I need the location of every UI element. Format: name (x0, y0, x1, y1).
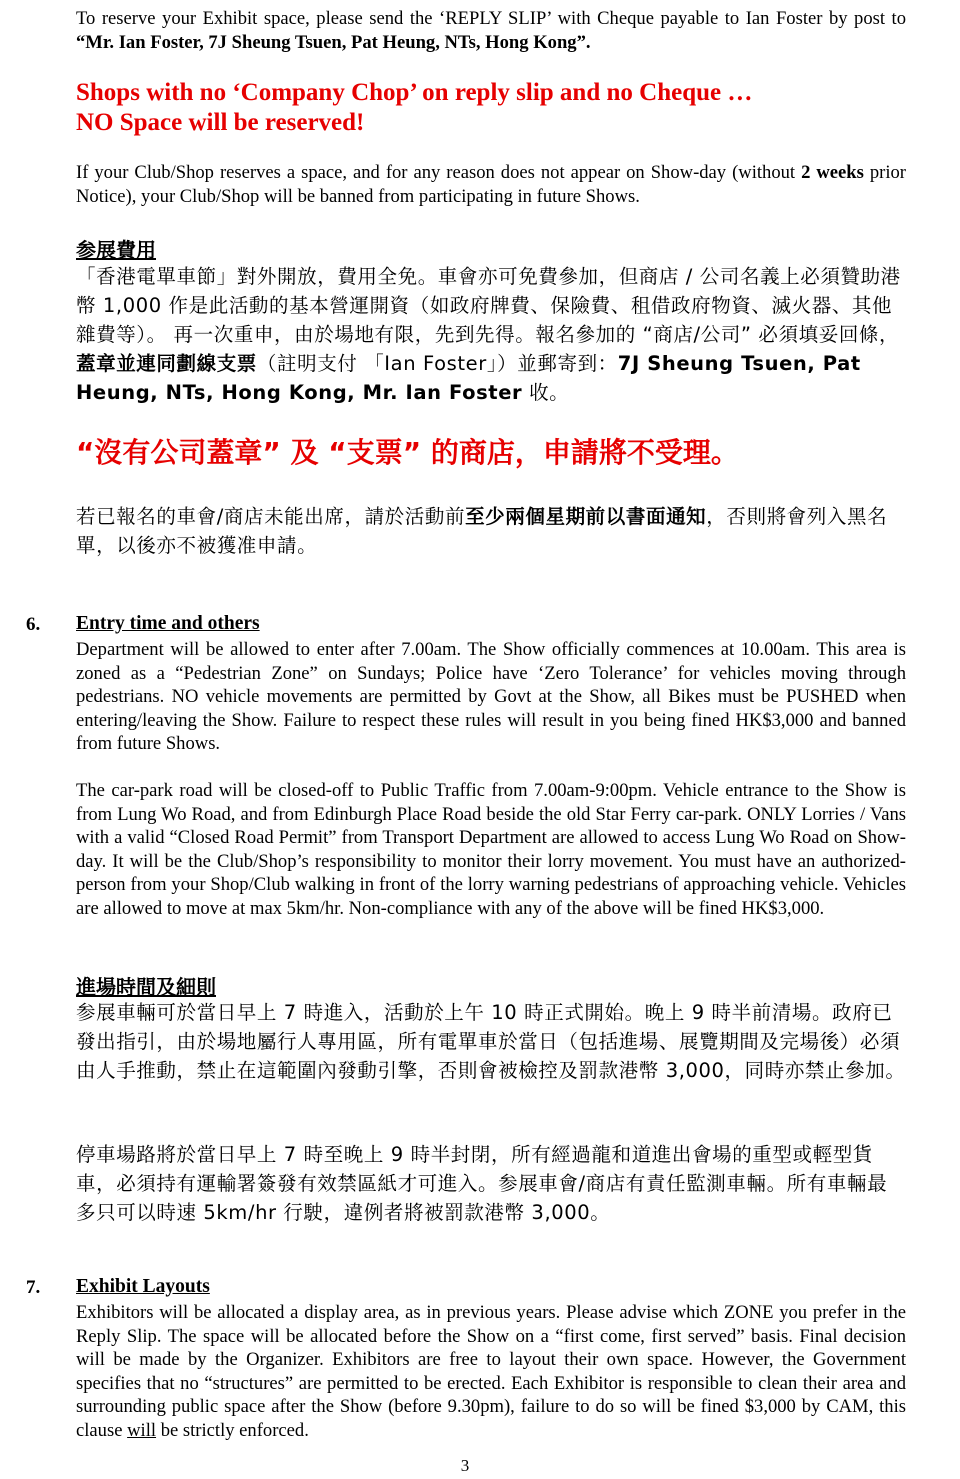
section-7-text-end: be strictly enforced. (156, 1419, 309, 1441)
reserve-paragraph (76, 7, 906, 54)
warning-en (76, 78, 906, 138)
absence-zh-text-end: ，否則將會列入黑名單，以後亦不被獲准申請。 (76, 505, 888, 557)
section-6-paragraph-2: The car-park road will be closed-off to Public Traffic from 7.00am-9:00pm. Vehicle entrance to the Show is from Lung Wo Road, and from Edinburgh Place Road beside the old Star Ferry car-park. ONLY Lorries / Vans with a valid “Closed Road Permit” from Transport Department are allowed to access Lung Wo Road on Show-day. It will be the Club/Shop’s responsibility to monitor their lorry movement. You must have an authorized-person from your Shop/Club walking in front of the lorry warning pedestrians of approaching vehicle. Vehicles are allowed to move at max 5km/hr. Non-compliance with any of the above will be fined HK$3,000. (76, 780, 906, 919)
section-6-paragraph-1: Department will be allowed to enter after 7.00am. The Show officially commences at 10.00am. This area is zoned as a “Pedestrian Zone” on Sundays; Police have ‘Zero Tolerance’ for vehicles moving through pedestrians. NO vehicle movements are permitted by Govt at the Show, all Bikes must be PUSHED when entering/leaving the Show. Failure to respect these rules will result in you being fined HK$3,000 and banned from future Shows. (76, 639, 906, 755)
fee-paragraph-zh (76, 262, 906, 407)
absence-en-text: If your Club/Shop reserves a space, and for any reason does not appear on Show-day (without (76, 162, 802, 183)
page-number: 3 (460, 1456, 470, 1475)
fee-heading-zh: 参展費用 (76, 238, 156, 262)
fee-bold-address: 7J Sheung Tsuen, Pat Heung, NTs, Hong Kong, Mr. Ian Foster (76, 352, 861, 404)
section-6-paragraph-zh-2: 停車場路將於當日早上 7 時至晚上 9 時半封閉，所有經過龍和道進出會場的重型或輕型貨車，必須持有運輸署簽發有效禁區紙才可進入。参展車會/商店有責任監測車輛。所有車輛最多只可以時速 5km/hr 行駛，違例者將被罰款港幣 3,000。 (76, 1143, 888, 1224)
warning-en-line1: Shops with no ‘Company Chop’ on reply slip and no Cheque … (76, 79, 753, 106)
absence-en-paragraph (76, 161, 906, 208)
absence-zh-bold: 至少兩個星期前以書面通知 (465, 505, 707, 528)
fee-text-1: 「香港電單車節」對外開放，費用全免。車會亦可免費參加，但商店 / 公司名義上必須贊助港幣 1,000 作是此活動的基本營運開資（如政府牌費、保險費、租借政府物資、滅火器、其他雜費等）。 再一次重申，由於場地有限，先到先得。報名參加的 “商店/公司” 必須填妥回條， (76, 265, 901, 346)
absence-zh-paragraph (76, 502, 906, 560)
section-7-number: 7. (26, 1277, 41, 1298)
section-6-paragraph-zh-1: 参展車輛可於當日早上 7 時進入，活動於上午 10 時正式開始。晚上 9 時半前清場。政府已發出指引，由於場地屬行人專用區，所有電單車於當日（包括進場、展覽期間及完場後）必須由人手推動，禁止在這範圍內發動引擎，否則會被檢控及罰款港幣 3,000，同時亦禁止參加。 (76, 1001, 906, 1082)
reserve-address: “Mr. Ian Foster, 7J Sheung Tsuen, Pat Heung, NTs, Hong Kong”. (76, 31, 591, 53)
fee-text-2: （註明支付 「Ian Foster」）並郵寄到： (256, 352, 618, 375)
absence-en-text-end: prior Notice), your Club/Shop will be banned from participating in future Shows. (76, 162, 906, 207)
absence-zh-text: 若已報名的車會/商店未能出席，請於活動前 (76, 505, 466, 528)
section-6-heading-zh: 進場時間及細則 (76, 975, 216, 999)
section-7-underlined-word: will (127, 1419, 157, 1441)
warning-en-line2: NO Space will be reserved! (76, 109, 365, 136)
section-7-heading: Exhibit Layouts (76, 1276, 210, 1297)
section-6-heading: Entry time and others (76, 613, 260, 634)
reserve-text: To reserve your Exhibit space, please send the ‘REPLY SLIP’ with Cheque payable to Ian Foster by post to (76, 8, 906, 29)
section-7-text: Exhibitors will be allocated a display area, as in previous years. Please advise which ZONE you prefer in the Reply Slip. The space will be allocated before the Show on a “first come, first served” basis. Final decision will be made by the Organizer. Exhibitors are free to layout their own space. However, the Government specifies that no “structures” are permitted to be erected. Each Exhibitor is responsible to clean their area and surrounding public space after the Show (before 9.30pm), failure to do so will be fined $3,000 by CAM, this clause (76, 1302, 906, 1441)
fee-text-3: 收。 (522, 381, 570, 404)
absence-en-bold: 2 weeks (801, 162, 864, 183)
fee-bold-1: 蓋章並連同劃線支票 (76, 352, 257, 375)
section-7-paragraph (76, 1301, 906, 1443)
section-6-number: 6. (26, 614, 41, 635)
warning-zh: “沒有公司蓋章” 及 “支票” 的商店，申請將不受理。 (76, 436, 739, 469)
